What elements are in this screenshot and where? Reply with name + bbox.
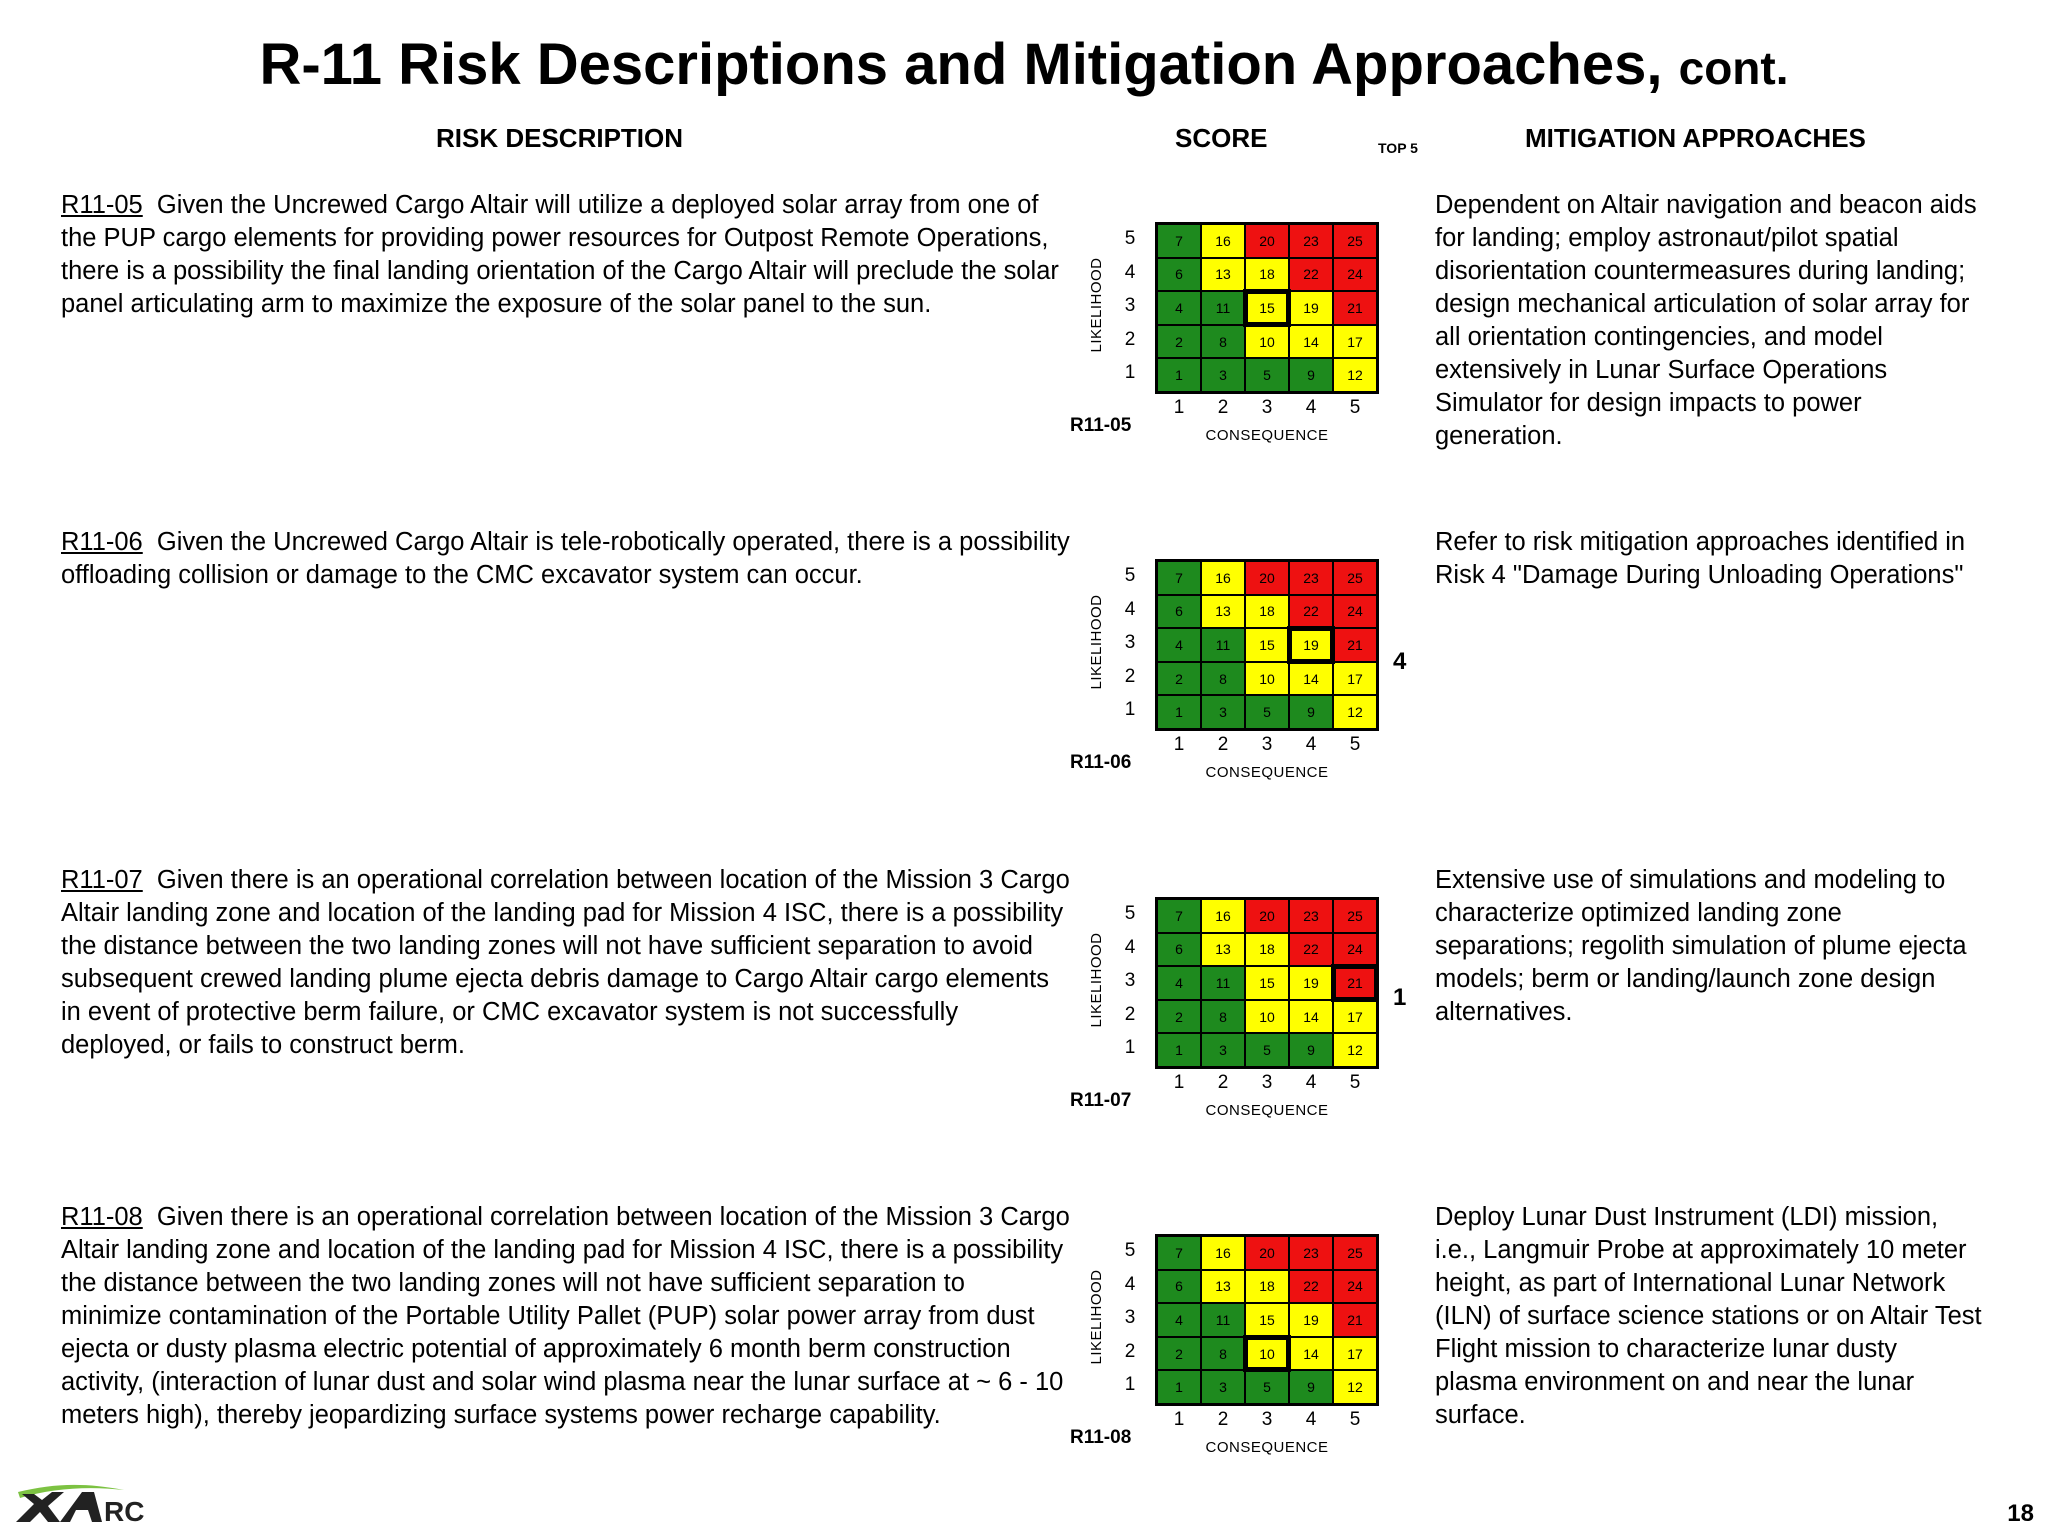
risk-cell: 5 bbox=[1245, 1370, 1289, 1404]
risk-cell: 19 bbox=[1289, 1303, 1333, 1337]
likelihood-tick: 2 bbox=[1124, 665, 1136, 687]
risk-cell: 23 bbox=[1289, 561, 1333, 595]
risk-cell: 1 bbox=[1157, 695, 1201, 729]
likelihood-tick: 1 bbox=[1124, 699, 1136, 721]
risk-cell: 15 bbox=[1245, 966, 1289, 1000]
consequence-tick: 5 bbox=[1349, 397, 1361, 418]
risk-cell: 22 bbox=[1289, 595, 1333, 629]
likelihood-axis-label: LIKELIHOOD bbox=[1088, 257, 1105, 353]
risk-cell: 5 bbox=[1245, 695, 1289, 729]
risk-cell: 1 bbox=[1157, 1033, 1201, 1067]
risk-cell: 13 bbox=[1201, 933, 1245, 967]
risk-cell: 5 bbox=[1245, 358, 1289, 392]
xarc-logo bbox=[12, 1484, 192, 1524]
consequence-axis-label: CONSEQUENCE bbox=[1205, 1102, 1329, 1119]
risk-cell: 7 bbox=[1157, 1236, 1201, 1270]
risk-description-text: Given there is an operational correlation between location of the Mission 3 Cargo Altair landing zone and location of the landing pad for Mission 4 ISC, there is a possibility the distance between the two landing zones will not have sufficient separation to minimize contamination of the Portable Utility Pallet (PUP) solar power array from dust ejecta or dusty plasma electric potential of approximately 6 month berm construction activity, (interaction of lunar dust and solar wind plasma near the lunar surface at ~ 6 - 10 meters high), thereby jeopardizing surface systems power recharge capability. bbox=[61, 1203, 1070, 1429]
risk-description-r11-05 bbox=[61, 189, 1071, 321]
mitigation-r11-06: Refer to risk mitigation approaches identified in Risk 4 "Damage During Unloading Operations" bbox=[1435, 528, 1966, 589]
risk-cell: 12 bbox=[1333, 1033, 1377, 1067]
risk-cell: 10 bbox=[1245, 662, 1289, 696]
risk-description-r11-06 bbox=[61, 526, 1071, 592]
score-header: SCORE bbox=[1175, 123, 1268, 153]
risk-cell: 17 bbox=[1333, 1000, 1377, 1034]
risk-cell: 24 bbox=[1333, 258, 1377, 292]
risk-matrix-r11-08 bbox=[1070, 1234, 1385, 1484]
risk-cell: 18 bbox=[1245, 258, 1289, 292]
risk-cell: 8 bbox=[1201, 1337, 1245, 1371]
risk-cell: 2 bbox=[1157, 325, 1201, 359]
consequence-tick: 5 bbox=[1349, 1072, 1361, 1093]
consequence-tick: 2 bbox=[1217, 1409, 1229, 1430]
risk-matrix-r11-05 bbox=[1070, 222, 1385, 472]
likelihood-tick: 5 bbox=[1124, 903, 1136, 924]
likelihood-tick: 1 bbox=[1124, 1374, 1136, 1396]
risk-cell: 9 bbox=[1289, 358, 1333, 392]
likelihood-tick: 4 bbox=[1124, 598, 1136, 620]
matrix-risk-id: R11-06 bbox=[1070, 752, 1132, 773]
consequence-axis-label: CONSEQUENCE bbox=[1205, 427, 1329, 444]
likelihood-tick: 5 bbox=[1124, 228, 1136, 249]
risk-description-r11-08 bbox=[61, 1201, 1071, 1432]
risk-description-text: Given the Uncrewed Cargo Altair will utilize a deployed solar array from one of the PUP cargo elements for providing power resources for Outpost Remote Operations, there is a possibility the final landing orientation of the Cargo Altair will preclude the solar panel articulating arm to maximize the exposure of the solar panel to the sun. bbox=[61, 191, 1059, 318]
risk-cell: 11 bbox=[1201, 291, 1245, 325]
likelihood-tick: 2 bbox=[1124, 1003, 1136, 1025]
likelihood-tick: 1 bbox=[1124, 1037, 1136, 1059]
consequence-tick: 3 bbox=[1261, 397, 1273, 418]
page-title-main: R-11 Risk Descriptions and Mitigation Approaches, bbox=[259, 32, 1663, 97]
consequence-tick: 4 bbox=[1305, 1409, 1317, 1430]
likelihood-axis-label: LIKELIHOOD bbox=[1088, 594, 1105, 690]
likelihood-tick: 1 bbox=[1124, 362, 1136, 384]
risk-cell: 12 bbox=[1333, 1370, 1377, 1404]
risk-grid bbox=[1155, 1234, 1379, 1406]
risk-cell: 3 bbox=[1201, 1370, 1245, 1404]
consequence-axis-label: CONSEQUENCE bbox=[1205, 1439, 1329, 1456]
risk-cell: 14 bbox=[1289, 325, 1333, 359]
risk-cell: 21 bbox=[1333, 628, 1377, 662]
risk-cell: 17 bbox=[1333, 325, 1377, 359]
risk-cell-selected: 15 bbox=[1245, 291, 1289, 325]
risk-cell: 7 bbox=[1157, 224, 1201, 258]
risk-cell: 25 bbox=[1333, 224, 1377, 258]
risk-cell: 12 bbox=[1333, 695, 1377, 729]
risk-matrix-r11-07 bbox=[1070, 897, 1385, 1147]
risk-cell: 10 bbox=[1245, 325, 1289, 359]
risk-cell: 5 bbox=[1245, 1033, 1289, 1067]
risk-cell-selected: 19 bbox=[1289, 628, 1333, 662]
risk-cell: 11 bbox=[1201, 966, 1245, 1000]
consequence-tick: 4 bbox=[1305, 1072, 1317, 1093]
risk-cell: 10 bbox=[1245, 1000, 1289, 1034]
logo-a-mark bbox=[60, 1492, 102, 1522]
consequence-tick: 1 bbox=[1173, 1072, 1185, 1093]
consequence-tick: 3 bbox=[1261, 734, 1273, 755]
risk-cell: 22 bbox=[1289, 933, 1333, 967]
risk-cell: 4 bbox=[1157, 966, 1201, 1000]
top5-header: TOP 5 bbox=[1378, 140, 1418, 156]
risk-cell: 15 bbox=[1245, 628, 1289, 662]
risk-cell-selected: 10 bbox=[1245, 1337, 1289, 1371]
risk-cell-selected: 21 bbox=[1333, 966, 1377, 1000]
consequence-tick: 2 bbox=[1217, 1072, 1229, 1093]
matrix-risk-id: R11-05 bbox=[1070, 415, 1132, 436]
risk-cell: 15 bbox=[1245, 1303, 1289, 1337]
risk-matrix-r11-06 bbox=[1070, 559, 1385, 809]
risk-cell: 25 bbox=[1333, 899, 1377, 933]
mitigation-header: MITIGATION APPROACHES bbox=[1525, 123, 1866, 153]
page-number: 18 bbox=[2007, 1500, 2034, 1527]
risk-cell: 4 bbox=[1157, 291, 1201, 325]
likelihood-tick: 4 bbox=[1124, 261, 1136, 283]
likelihood-tick: 3 bbox=[1124, 970, 1136, 992]
risk-cell: 6 bbox=[1157, 595, 1201, 629]
risk-id: R11-07 bbox=[61, 866, 143, 894]
risk-cell: 24 bbox=[1333, 933, 1377, 967]
page-title bbox=[0, 30, 2048, 103]
matrix-risk-id: R11-07 bbox=[1070, 1090, 1132, 1111]
risk-cell: 17 bbox=[1333, 662, 1377, 696]
risk-cell: 1 bbox=[1157, 358, 1201, 392]
consequence-tick: 4 bbox=[1305, 734, 1317, 755]
risk-cell: 18 bbox=[1245, 595, 1289, 629]
logo-text: RC bbox=[104, 1496, 145, 1524]
risk-cell: 19 bbox=[1289, 291, 1333, 325]
risk-cell: 13 bbox=[1201, 595, 1245, 629]
likelihood-tick: 2 bbox=[1124, 1340, 1136, 1362]
likelihood-tick: 5 bbox=[1124, 565, 1136, 586]
likelihood-axis-label: LIKELIHOOD bbox=[1088, 1269, 1105, 1365]
risk-cell: 25 bbox=[1333, 561, 1377, 595]
page-title-suffix: cont. bbox=[1678, 42, 1789, 94]
top5-rank-r11-07: 1 bbox=[1393, 984, 1407, 1011]
risk-id: R11-08 bbox=[61, 1203, 143, 1231]
risk-cell: 20 bbox=[1245, 899, 1289, 933]
mitigation-r11-08: Deploy Lunar Dust Instrument (LDI) mission, i.e., Langmuir Probe at approximately 10 meter height, as part of International Lunar Network (ILN) of surface science stations or on Altair Test Flight mission to characterize lunar dusty plasma environment on and near the lunar surface. bbox=[1435, 1203, 1982, 1429]
risk-grid bbox=[1155, 897, 1379, 1069]
risk-cell: 19 bbox=[1289, 966, 1333, 1000]
risk-cell: 7 bbox=[1157, 561, 1201, 595]
risk-cell: 16 bbox=[1201, 561, 1245, 595]
risk-cell: 20 bbox=[1245, 224, 1289, 258]
likelihood-tick: 5 bbox=[1124, 1240, 1136, 1261]
risk-cell: 4 bbox=[1157, 1303, 1201, 1337]
risk-cell: 23 bbox=[1289, 224, 1333, 258]
likelihood-tick: 2 bbox=[1124, 328, 1136, 350]
risk-cell: 13 bbox=[1201, 258, 1245, 292]
risk-cell: 3 bbox=[1201, 695, 1245, 729]
risk-cell: 18 bbox=[1245, 933, 1289, 967]
risk-cell: 24 bbox=[1333, 1270, 1377, 1304]
risk-cell: 21 bbox=[1333, 291, 1377, 325]
risk-cell: 1 bbox=[1157, 1370, 1201, 1404]
risk-cell: 8 bbox=[1201, 325, 1245, 359]
risk-cell: 22 bbox=[1289, 258, 1333, 292]
matrix-risk-id: R11-08 bbox=[1070, 1427, 1132, 1448]
consequence-tick: 3 bbox=[1261, 1072, 1273, 1093]
likelihood-axis-label: LIKELIHOOD bbox=[1088, 932, 1105, 1028]
risk-cell: 14 bbox=[1289, 1000, 1333, 1034]
likelihood-tick: 3 bbox=[1124, 295, 1136, 317]
risk-cell: 11 bbox=[1201, 628, 1245, 662]
risk-cell: 6 bbox=[1157, 258, 1201, 292]
risk-cell: 14 bbox=[1289, 662, 1333, 696]
risk-id: R11-05 bbox=[61, 191, 143, 219]
risk-cell: 3 bbox=[1201, 1033, 1245, 1067]
risk-cell: 6 bbox=[1157, 933, 1201, 967]
risk-cell: 16 bbox=[1201, 1236, 1245, 1270]
risk-cell: 9 bbox=[1289, 695, 1333, 729]
consequence-tick: 1 bbox=[1173, 397, 1185, 418]
risk-cell: 18 bbox=[1245, 1270, 1289, 1304]
consequence-axis-label: CONSEQUENCE bbox=[1205, 764, 1329, 781]
mitigation-r11-05: Dependent on Altair navigation and beacon aids for landing; employ astronaut/pilot spatial disorientation countermeasures during landing; design mechanical articulation of solar array for all orientation contingencies, and model extensively in Lunar Surface Operations Simulator for design impacts to power generation. bbox=[1435, 191, 1977, 450]
risk-cell: 8 bbox=[1201, 662, 1245, 696]
risk-grid bbox=[1155, 559, 1379, 731]
risk-cell: 13 bbox=[1201, 1270, 1245, 1304]
risk-cell: 16 bbox=[1201, 224, 1245, 258]
risk-cell: 9 bbox=[1289, 1033, 1333, 1067]
consequence-tick: 1 bbox=[1173, 1409, 1185, 1430]
risk-cell: 22 bbox=[1289, 1270, 1333, 1304]
risk-cell: 23 bbox=[1289, 1236, 1333, 1270]
risk-cell: 3 bbox=[1201, 358, 1245, 392]
risk-cell: 14 bbox=[1289, 1337, 1333, 1371]
risk-cell: 6 bbox=[1157, 1270, 1201, 1304]
consequence-tick: 5 bbox=[1349, 1409, 1361, 1430]
risk-cell: 2 bbox=[1157, 1000, 1201, 1034]
risk-grid bbox=[1155, 222, 1379, 394]
mitigation-r11-07: Extensive use of simulations and modeling to characterize optimized landing zone separations; regolith simulation of plume ejecta models; berm or landing/launch zone design alternatives. bbox=[1435, 866, 1967, 1026]
risk-cell: 12 bbox=[1333, 358, 1377, 392]
risk-cell: 11 bbox=[1201, 1303, 1245, 1337]
likelihood-tick: 4 bbox=[1124, 936, 1136, 958]
risk-description-text: Given the Uncrewed Cargo Altair is tele-robotically operated, there is a possibility offloading collision or damage to the CMC excavator system can occur. bbox=[61, 528, 1070, 589]
risk-cell: 21 bbox=[1333, 1303, 1377, 1337]
risk-id: R11-06 bbox=[61, 528, 143, 556]
consequence-tick: 1 bbox=[1173, 734, 1185, 755]
risk-cell: 7 bbox=[1157, 899, 1201, 933]
consequence-tick: 3 bbox=[1261, 1409, 1273, 1430]
risk-cell: 9 bbox=[1289, 1370, 1333, 1404]
risk-description-header: RISK DESCRIPTION bbox=[436, 123, 684, 153]
risk-cell: 2 bbox=[1157, 1337, 1201, 1371]
risk-cell: 23 bbox=[1289, 899, 1333, 933]
risk-cell: 17 bbox=[1333, 1337, 1377, 1371]
likelihood-tick: 4 bbox=[1124, 1273, 1136, 1295]
risk-description-text: Given there is an operational correlation between location of the Mission 3 Cargo Altair landing zone and location of the landing pad for Mission 4 ISC, there is a possibility the distance between the two landing zones will not have sufficient separation to avoid subsequent crewed landing plume ejecta debris damage to Cargo Altair cargo elements in event of protective berm failure, or CMC excavator system is not successfully deployed, or fails to construct berm. bbox=[61, 866, 1070, 1059]
consequence-tick: 5 bbox=[1349, 734, 1361, 755]
risk-cell: 20 bbox=[1245, 1236, 1289, 1270]
consequence-tick: 2 bbox=[1217, 734, 1229, 755]
likelihood-tick: 3 bbox=[1124, 1307, 1136, 1329]
risk-description-r11-07 bbox=[61, 864, 1071, 1062]
risk-cell: 2 bbox=[1157, 662, 1201, 696]
risk-cell: 8 bbox=[1201, 1000, 1245, 1034]
consequence-tick: 2 bbox=[1217, 397, 1229, 418]
risk-cell: 20 bbox=[1245, 561, 1289, 595]
risk-cell: 16 bbox=[1201, 899, 1245, 933]
risk-cell: 25 bbox=[1333, 1236, 1377, 1270]
consequence-tick: 4 bbox=[1305, 397, 1317, 418]
top5-rank-r11-06: 4 bbox=[1393, 648, 1407, 675]
risk-cell: 24 bbox=[1333, 595, 1377, 629]
risk-cell: 4 bbox=[1157, 628, 1201, 662]
likelihood-tick: 3 bbox=[1124, 632, 1136, 654]
